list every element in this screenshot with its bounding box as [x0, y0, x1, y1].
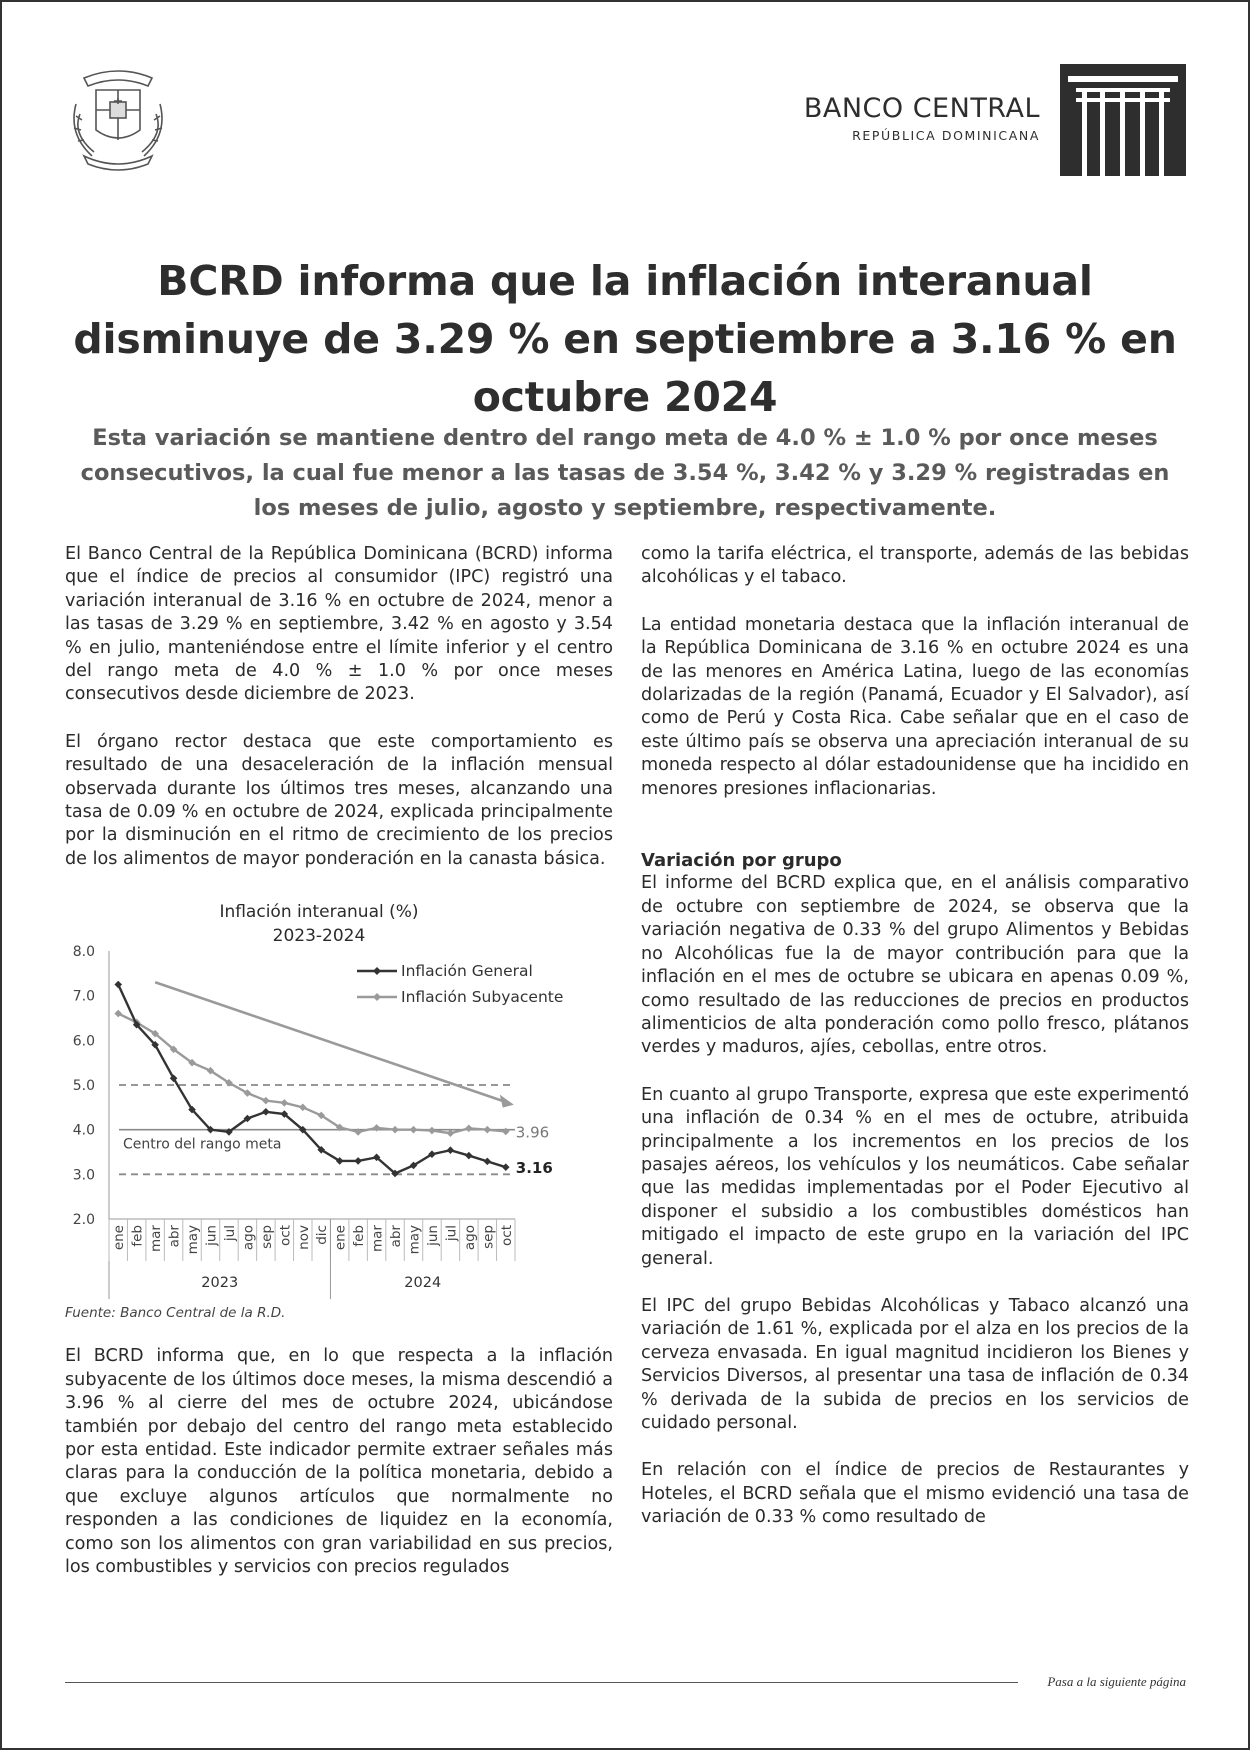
x-tick-label: jul	[221, 1225, 238, 1242]
bank-columns-logo-icon	[1060, 64, 1186, 176]
x-tick-label: may	[406, 1225, 423, 1255]
legend-marker	[373, 993, 381, 1001]
legend-label: Inflación General	[401, 962, 533, 981]
x-tick-label: oct	[498, 1225, 515, 1247]
data-point	[484, 1126, 492, 1134]
left-column	[65, 543, 613, 1603]
data-point	[299, 1104, 307, 1112]
y-tick-label: 5.0	[72, 1078, 95, 1095]
data-point	[262, 1097, 270, 1105]
x-tick-label: dic	[314, 1225, 331, 1246]
coat-of-arms-icon	[62, 64, 174, 176]
data-point	[428, 1127, 436, 1135]
x-tick-label: feb	[351, 1225, 368, 1247]
footer-divider	[65, 1682, 1018, 1683]
data-point	[502, 1164, 510, 1172]
left-paragraph-2: El órgano rector destaca que este comportamiento es resultado de una desaceleración de la inflación mensual observada durante los últimos tres meses, alcanzando una tasa de 0.09 % en octubre de 2024, explicada principalmente por la disminución en el ritmo de crecimiento de los precios de los alimentos de mayor ponderación en la canasta básica.	[65, 731, 613, 869]
right-column	[641, 543, 1189, 1554]
right-paragraph-2: La entidad monetaria destaca que la inflación interanual de la República Dominicana de 3.16 % en octubre 2024 es una de las menores en América Latina, luego de las economías dolarizadas de la región (Panamá, Ecuador y El Salvador), así como de Perú y Costa Rica. Cabe señalar que en el caso de este último país se observa una apreciación interanual de su moneda respecto al dólar estadounidense que ha incidido en menores presiones inflacionarias.	[641, 614, 1189, 799]
data-point	[484, 1158, 492, 1166]
x-tick-label: ene	[332, 1225, 349, 1251]
right-paragraph-4: En cuanto al grupo Transporte, expresa que este experimentó una inflación de 0.34 % en el mes de octubre, atribuida principalmente a los incrementos en los precios de los pasajes aéreos, los vehículos y los neumáticos. Cabe señalar que las medidas implementadas por el Poder Ejecutivo al disponer el subsidio a los combustibles domésticos han mitigado el impacto de este grupo en la variación del IPC general.	[641, 1084, 1189, 1269]
reference-line-label: Centro del rango meta	[123, 1136, 282, 1153]
x-tick-label: may	[185, 1225, 202, 1255]
data-point	[373, 1124, 381, 1132]
y-tick-label: 4.0	[72, 1122, 95, 1139]
y-tick-label: 8.0	[72, 944, 95, 961]
y-tick-label: 6.0	[72, 1033, 95, 1050]
x-tick-label: nov	[295, 1225, 312, 1251]
data-point	[465, 1152, 473, 1160]
series-end-label: 3.96	[515, 1123, 550, 1142]
right-paragraph-3: El informe del BCRD explica que, en el análisis comparativo de octubre con septiembre de 2024, se observa que la variación negativa de 0.33 % del grupo Alimentos y Bebidas no Alcohólicas fue la de mayor contribución para que la inflación en el mes de octubre se ubicara en apenas 0.09 %, como resultado de las reducciones de precios en productos alimenticios de alta ponderación como pollo fresco, plátanos verdes y maduros, ajíes, cebollas, entre otros.	[641, 873, 1189, 1058]
chart-title: Inflación interanual (%)	[219, 902, 419, 923]
bank-name: BANCO CENTRAL	[803, 93, 1040, 124]
x-tick-label: feb	[129, 1225, 146, 1247]
legend-label: Inflación Subyacente	[401, 988, 564, 1007]
x-tick-label: sep	[480, 1225, 497, 1250]
data-point	[262, 1108, 270, 1116]
x-tick-label: ago	[461, 1225, 478, 1251]
x-tick-label: oct	[277, 1225, 294, 1247]
bank-country: REPÚBLICA DOMINICANA	[852, 128, 1040, 143]
data-point	[410, 1126, 418, 1134]
x-tick-label: abr	[388, 1225, 405, 1248]
footer-next-page: Pasa a la siguiente página	[1047, 1674, 1186, 1689]
x-tick-label: jun	[424, 1225, 441, 1247]
data-point	[354, 1157, 362, 1165]
x-tick-label: jun	[203, 1225, 220, 1247]
left-paragraph-1: El Banco Central de la República Dominicana (BCRD) informa que el índice de precios al consumidor (IPC) registró una variación interanual de 3.16 % en octubre de 2024, menor a las tasas de 3.29 % en septiembre, 3.42 % en agosto y 3.54 % en julio, manteniéndose entre el límite inferior y el centro del rango meta de 4.0 % ± 1.0 % por once meses consecutivos desde diciembre de 2023.	[65, 544, 613, 705]
headline: BCRD informa que la inflación interanual disminuye de 3.29 % en septiembre a 3.16 % en octubre 2024	[73, 257, 1177, 421]
x-tick-label: mar	[148, 1225, 165, 1253]
data-point	[502, 1128, 510, 1136]
x-tick-label: ene	[111, 1225, 128, 1251]
year-group-label: 2024	[404, 1275, 442, 1292]
data-point	[465, 1125, 473, 1133]
inflation-chart	[65, 895, 613, 1345]
subheadline: Esta variación se mantiene dentro del rango meta de 4.0 % ± 1.0 % por once meses consecutivos, la cual fue menor a las tasas de 3.54 %, 3.42 % y 3.29 % registradas en los meses de julio, agosto y septiembre, respectivamente.	[80, 425, 1170, 521]
data-point	[447, 1130, 455, 1138]
year-group-label: 2023	[201, 1275, 239, 1292]
x-tick-label: jul	[443, 1225, 460, 1242]
data-point	[281, 1099, 289, 1107]
right-paragraph-5: El IPC del grupo Bebidas Alcohólicas y Tabaco alcanzó una variación de 1.61 %, explicada por el alza en los precios de la cerveza envasada. En igual magnitud incidieron los Bienes y Servicios Diversos, al presentar una tasa de inflación de 0.34 % derivada de la subida de precios en los servicios de cuidado personal.	[641, 1295, 1189, 1433]
y-tick-label: 2.0	[72, 1212, 95, 1229]
x-tick-label: abr	[166, 1225, 183, 1248]
x-tick-label: sep	[258, 1225, 275, 1250]
right-paragraph-6: En relación con el índice de precios de Restaurantes y Hoteles, el BCRD señala que el mismo evidenció una tasa de variación de 0.33 % como resultado de	[641, 1460, 1189, 1528]
series-end-label: 3.16	[515, 1159, 553, 1178]
legend-marker	[373, 967, 381, 975]
chart-source: Fuente: Banco Central de la R.D.	[65, 1305, 286, 1322]
trend-line-arrowhead	[500, 1095, 514, 1108]
x-tick-label: ago	[240, 1225, 257, 1251]
data-point	[391, 1126, 399, 1134]
x-tick-label: mar	[369, 1225, 386, 1253]
right-paragraph-1: como la tarifa eléctrica, el transporte, además de las bebidas alcohólicas y el tabaco.	[641, 544, 1189, 588]
y-tick-label: 3.0	[72, 1167, 95, 1184]
bank-brand	[804, 64, 1186, 176]
y-tick-label: 7.0	[72, 988, 95, 1005]
data-point	[447, 1147, 455, 1155]
bank-brand-text	[804, 93, 1040, 143]
left-paragraph-3: El BCRD informa que, en lo que respecta a la inflación subyacente de los últimos doce meses, la misma descendió a 3.96 % al cierre del mes de octubre 2024, ubicándose también por debajo del centro del rango meta establecido por esta entidad. Este indicador permite extraer señales más claras para la conducción de la política monetaria, debido a que excluye algunos artículos que normalmente no responden a las condiciones de liquidez en la economía, como son los alimentos con gran variabilidad en sus precios, los combustibles y servicios con precios regulados	[65, 1346, 613, 1577]
chart-subtitle: 2023-2024	[272, 926, 366, 947]
data-point	[114, 1010, 122, 1018]
inflation-chart-svg	[65, 895, 613, 1305]
series-line-subyacente	[118, 1014, 506, 1134]
section-title-variacion-por-grupo: Variación por grupo	[641, 850, 842, 872]
data-point	[114, 981, 122, 989]
